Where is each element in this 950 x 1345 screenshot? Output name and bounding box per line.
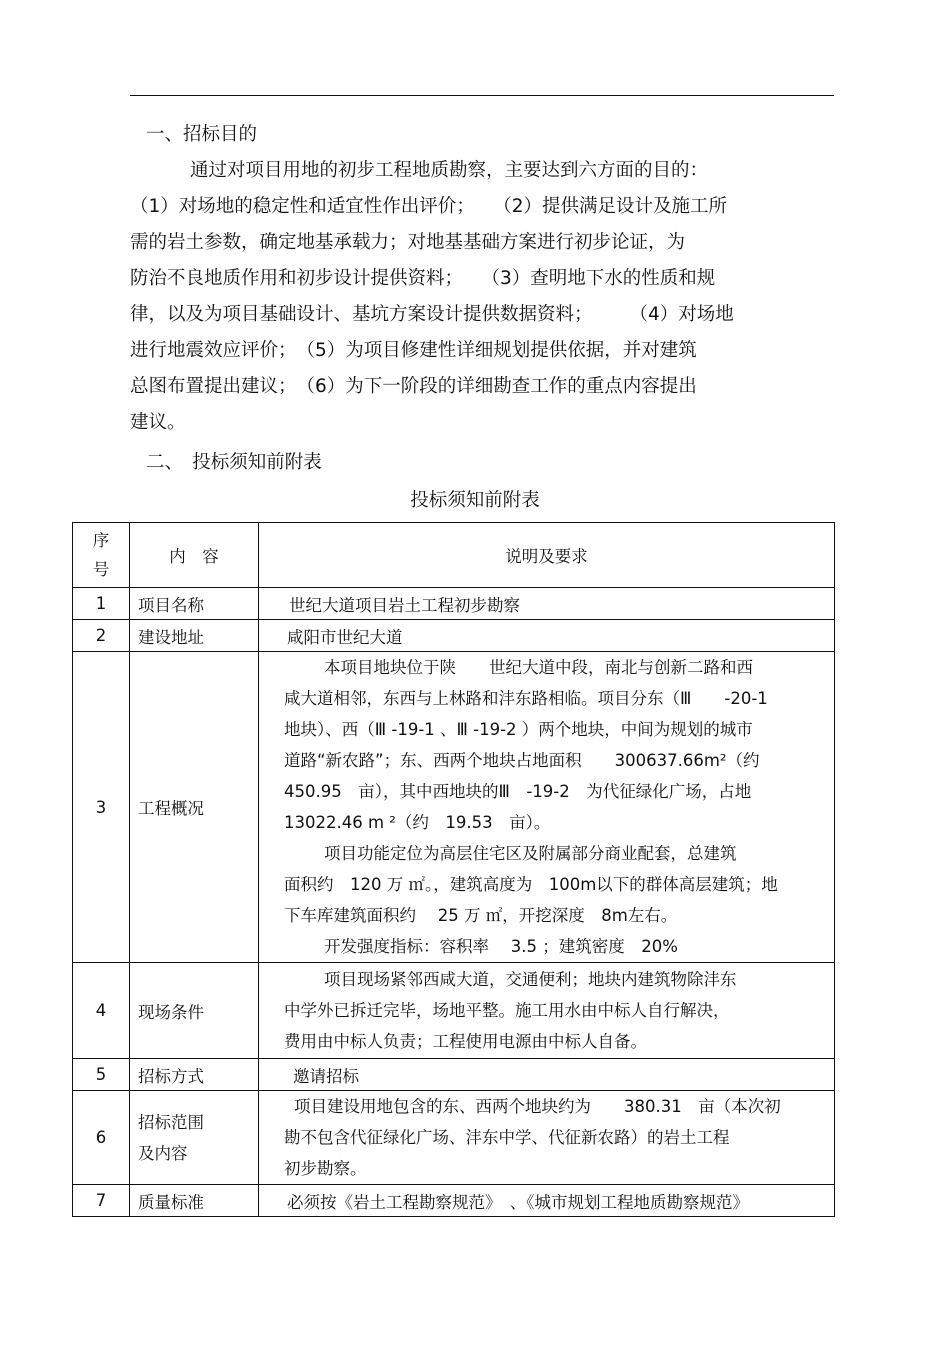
item-line: 及内容 — [138, 1143, 188, 1163]
row-no: 3 — [73, 652, 130, 963]
table-row — [73, 1185, 835, 1217]
desc-line: 初步勘察。 — [284, 1159, 367, 1178]
row-item — [130, 1091, 259, 1185]
desc-line: 下车库建筑面积约 25 万 ㎡，开挖深度 8m左右。 — [284, 906, 678, 925]
desc-line: 面积约 120 万 ㎡。，建筑高度为 100m以下的群体高层建筑；地 — [284, 875, 778, 894]
row-item: 建设地址 — [130, 620, 259, 652]
desc-line: 本项目地块位于陕 世纪大道中段，南北与创新二路和西 — [324, 658, 753, 677]
row-no: 2 — [73, 620, 130, 652]
section1-heading: 一、招标目的 — [146, 124, 258, 145]
row-desc — [259, 652, 835, 963]
row-no: 6 — [73, 1091, 130, 1185]
header-no — [73, 523, 130, 588]
table-row — [73, 588, 835, 620]
row-desc — [259, 963, 835, 1059]
front-table — [72, 522, 835, 1217]
section1-line: 进行地震效应评价； （5）为项目修建性详细规划提供依据，并对建筑 — [130, 340, 697, 361]
section1-line: 通过对项目用地的初步工程地质勘察，主要达到六方面的目的： — [190, 160, 709, 181]
desc-line: 地块）、西（Ⅲ -19-1 、Ⅲ -19-2 ）两个地块，中间为规划的城市 — [284, 720, 753, 739]
section1-line: 需的岩土参数，确定地基承载力；对地基基础方案进行初步论证，为 — [130, 232, 686, 253]
section1-line: （1）对场地的稳定性和适宜性作出评价； （2）提供满足设计及施工所 — [130, 196, 728, 217]
table-title: 投标须知前附表 — [410, 490, 540, 511]
header-rule — [130, 95, 834, 96]
desc-line: 450.95 亩），其中西地块的Ⅲ -19-2 为代征绿化广场，占地 — [284, 782, 752, 801]
section1-line: 防治不良地质作用和初步设计提供资料； （3）查明地下水的性质和规 — [130, 268, 716, 289]
section1-line: 总图布置提出建议； （6）为下一阶段的详细勘查工作的重点内容提出 — [130, 376, 697, 397]
row-desc: 咸阳市世纪大道 — [259, 620, 835, 652]
header-item: 内 容 — [130, 523, 259, 588]
row-no: 7 — [73, 1185, 130, 1217]
row-item: 现场条件 — [130, 963, 259, 1059]
desc-line: 中学外已拆迁完毕，场地平整。施工用水由中标人自行解决， — [284, 1001, 730, 1020]
section1-line: 律，以及为项目基础设计、基坑方案设计提供数据资料； （4）对场地 — [130, 304, 734, 325]
desc-line: 13022.46 m ²（约 19.53 亩）。 — [284, 813, 551, 832]
table-row — [73, 620, 835, 652]
desc-line: 开发强度指标：容积率 3.5 ；建筑密度 20% — [324, 937, 678, 956]
table-row — [73, 963, 835, 1059]
row-item: 工程概况 — [130, 652, 259, 963]
table-header-row — [73, 523, 835, 588]
item-line: 招标范围 — [138, 1112, 204, 1132]
desc-line: 勘不包含代征绿化广场、沣东中学、代征新农路）的岩土工程 — [284, 1128, 730, 1147]
row-item: 质量标准 — [130, 1185, 259, 1217]
table-row — [73, 652, 835, 963]
row-no: 1 — [73, 588, 130, 620]
section1-line: 建议。 — [130, 412, 186, 433]
desc-line: 项目现场紧邻西咸大道，交通便利；地块内建筑物除沣东 — [324, 970, 737, 989]
header-no-line: 号 — [92, 560, 110, 579]
desc-line: 项目功能定位为高层住宅区及附属部分商业配套，总建筑 — [324, 844, 737, 863]
section2-heading: 二、 投标须知前附表 — [146, 452, 322, 473]
row-desc: 世纪大道项目岩土工程初步勘察 — [259, 588, 835, 620]
row-desc: 必须按《岩土工程勘察规范》 、《城市规划工程地质勘察规范》 — [259, 1185, 835, 1217]
row-desc: 邀请招标 — [259, 1059, 835, 1091]
table-row — [73, 1091, 835, 1185]
desc-line: 项目建设用地包含的东、西两个地块约为 380.31 亩（本次初 — [294, 1097, 781, 1116]
header-no-line: 序 — [92, 531, 110, 550]
row-no: 4 — [73, 963, 130, 1059]
header-desc: 说明及要求 — [259, 523, 835, 588]
desc-line: 道路“新农路”；东、西两个地块占地面积 300637.66m²（约 — [284, 751, 760, 770]
row-item: 项目名称 — [130, 588, 259, 620]
desc-line: 咸大道相邻，东西与上林路和沣东路相临。项目分东（Ⅲ -20-1 — [284, 689, 768, 708]
desc-line: 费用由中标人负责；工程使用电源由中标人自备。 — [284, 1032, 647, 1051]
table-row — [73, 1059, 835, 1091]
row-desc — [259, 1091, 835, 1185]
row-no: 5 — [73, 1059, 130, 1091]
row-item: 招标方式 — [130, 1059, 259, 1091]
